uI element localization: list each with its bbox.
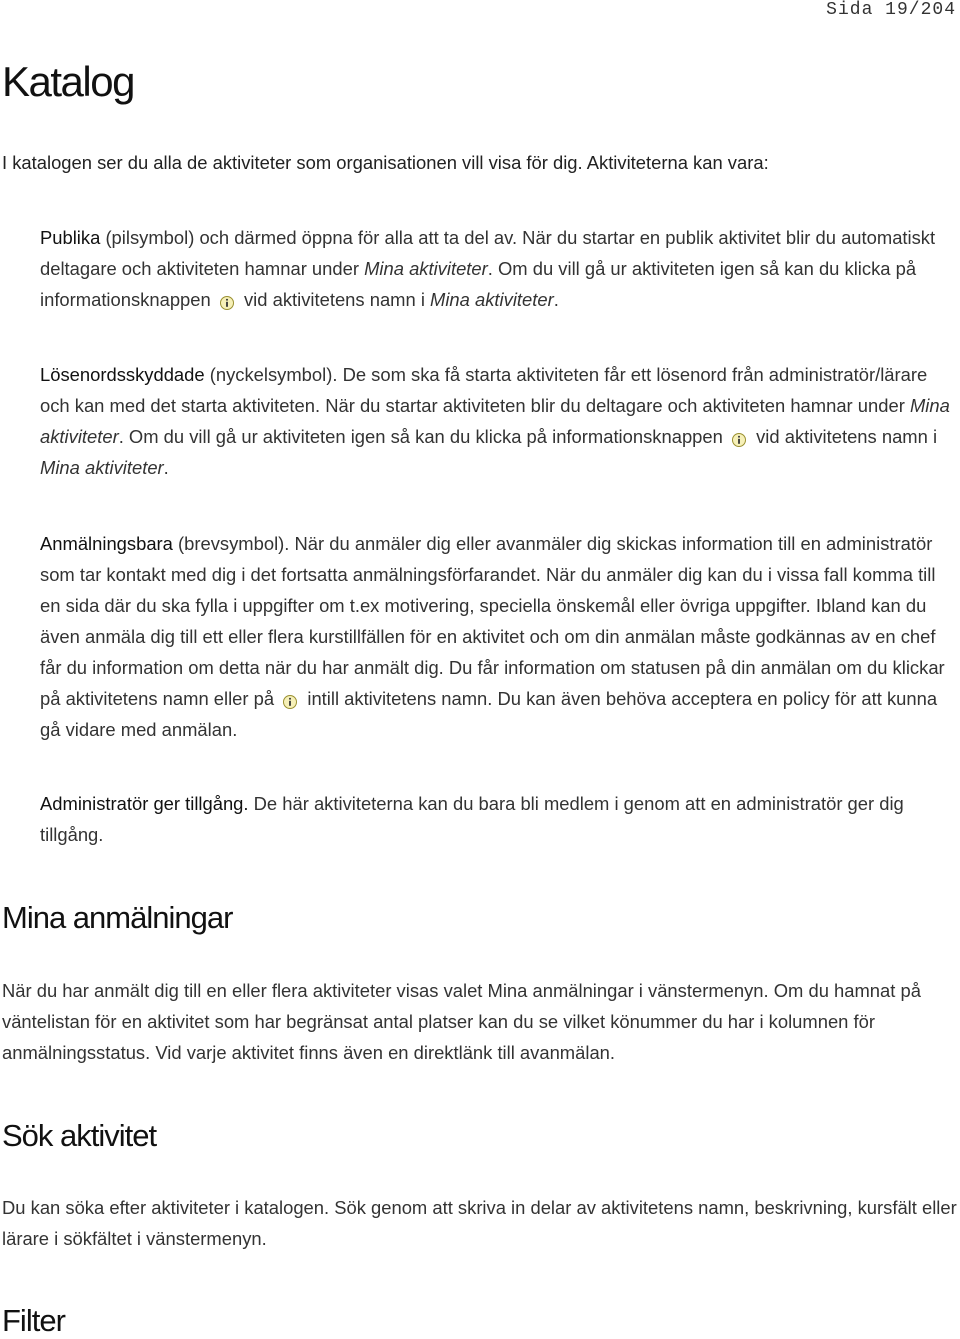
admin-term: Administratör ger tillgång. [40, 793, 249, 814]
sok-aktivitet-heading: Sök aktivitet [2, 1118, 157, 1153]
publika-em-2: Mina aktiviteter [430, 289, 554, 310]
info-icon [282, 694, 298, 710]
info-icon [219, 295, 235, 311]
admin-paragraph [40, 788, 958, 850]
losenord-text-4: . [163, 457, 169, 478]
losenord-text-2: . Om du vill gå ur aktiviteten igen så kan du klicka på informationsknappen [118, 426, 723, 447]
losenord-text-3: vid aktivitetens namn i [756, 426, 938, 447]
losenord-em-2: Mina aktiviteter [40, 457, 164, 478]
page-number: Sida 19/204 [826, 0, 956, 20]
anmalningsbara-text-1: (brevsymbol). När du anmäler dig eller avanmäler dig skickas information till en administratör som tar kontakt med dig i det fortsatta anmälningsförfarandet. När du anmäler dig kan du i vissa fall komma till en sida där du ska fylla i uppgifter om t.ex motivering, speciella önskemål eller övriga uppgifter. Ibland kan du även anmäla dig till ett eller flera kurstillfällen för en aktivitet och om din anmälan måste godkännas av en chef får du information om detta när du har anmält dig. Du får information om statusen på din anmälan om du klickar på aktivitetens namn eller på [40, 533, 945, 709]
anmalningsbara-text-2: intill aktivitetens namn. Du kan även behöva acceptera en policy för att kunna gå vidare med anmälan. [40, 688, 938, 740]
admin-text-1: De här aktiviteterna kan du bara bli medlem i genom att en administratör ger dig tillgång. [40, 793, 904, 845]
intro-text: I katalogen ser du alla de aktiviteter som organisationen vill visa för dig. Aktiviteterna kan vara: [2, 152, 769, 173]
page-title: Katalog [2, 58, 134, 105]
publika-term: Publika [40, 227, 101, 248]
losenord-em-1: Mina aktiviteter [40, 395, 950, 447]
losenord-paragraph [40, 359, 958, 483]
losenord-text-1: (nyckelsymbol). De som ska få starta aktiviteten får ett lösenord från administratör/lärare och kan med det starta aktiviteten. När du startar aktiviteten blir du deltagare och aktiviteten hamnar under [40, 364, 928, 416]
sok-aktivitet-text: Du kan söka efter aktiviteter i katalogen. Sök genom att skriva in delar av aktivitetens namn, beskrivning, kursfält eller lärare i sökfältet i vänstermenyn. [2, 1197, 957, 1249]
mina-anmalningar-text: När du har anmält dig till en eller flera aktiviteter visas valet Mina anmälningar i vänstermenyn. Om du hamnat på väntelistan för en aktivitet som har begränsat antal platser kan du se vilket könummer du har i kolumnen för anmälningsstatus. Vid varje aktivitet finns även en direktlänk till avanmälan. [2, 980, 921, 1063]
publika-text-3: vid aktivitetens namn i [243, 289, 431, 310]
losenord-term: Lösenordsskyddade [40, 364, 205, 385]
publika-paragraph [40, 222, 958, 315]
filter-heading: Filter [2, 1303, 65, 1338]
anmalningsbara-paragraph [40, 528, 958, 745]
anmalningsbara-term: Anmälningsbara [40, 533, 173, 554]
publika-text-4: . [553, 289, 559, 310]
publika-text-1: (pilsymbol) och därmed öppna för alla att ta del av. När du startar en publik aktivitet blir du automatiskt deltagare och aktiviteten hamnar under [40, 227, 936, 279]
publika-em-1: Mina aktiviteter [364, 258, 488, 279]
mina-anmalningar-heading: Mina anmälningar [2, 900, 233, 935]
publika-text-2: . Om du vill gå ur aktiviteten igen så kan du klicka på informationsknappen [40, 258, 917, 310]
info-icon [731, 432, 747, 448]
